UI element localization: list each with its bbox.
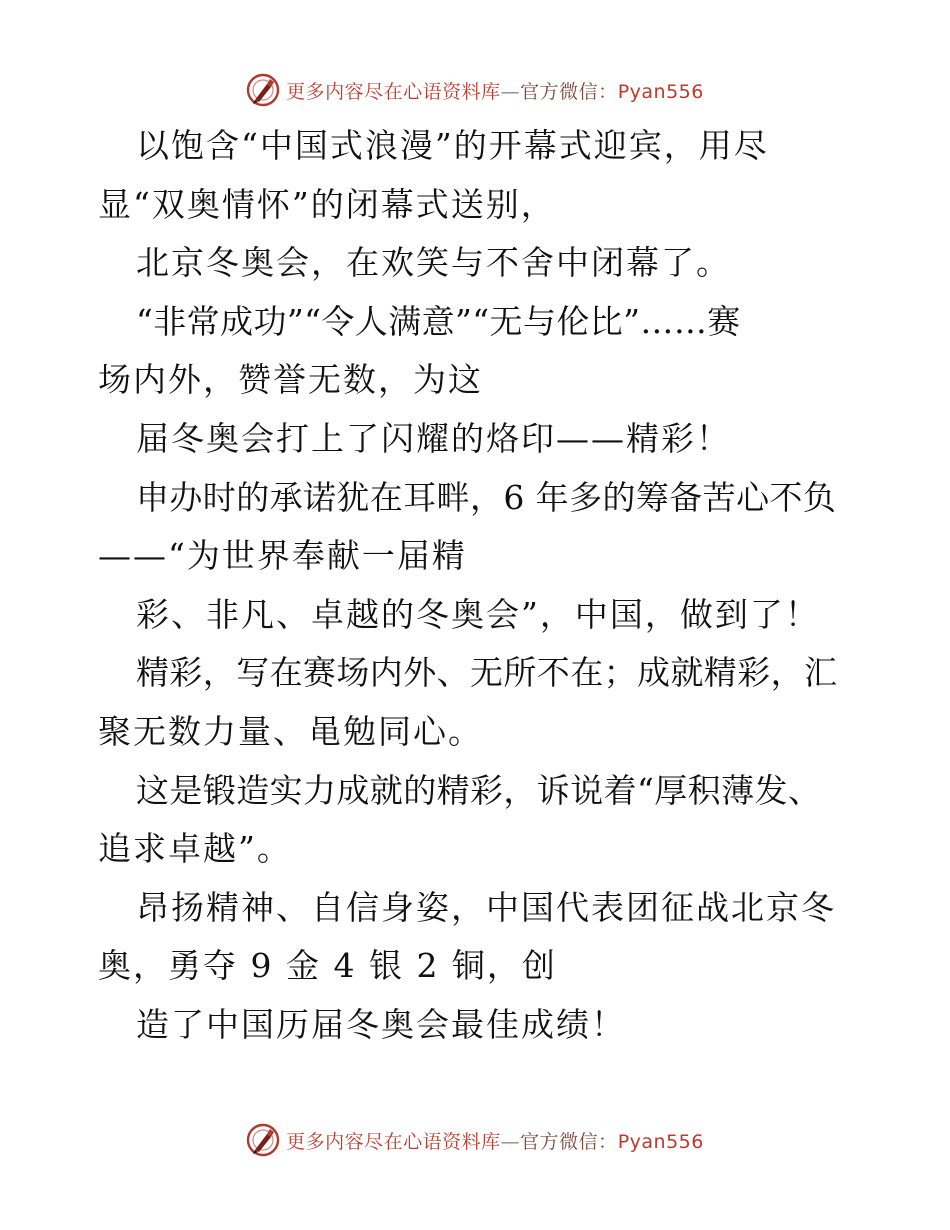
- text-line: ——“为世界奉献一届精: [98, 536, 467, 576]
- text-line: 追求卓越”。: [98, 829, 292, 869]
- text-line: 彩、非凡、卓越的冬奥会”，中国，做到了！: [136, 594, 820, 634]
- text-line: 以饱含“中国式浪漫”的开幕式迎宾，用尽: [136, 126, 769, 165]
- footer-dash: —: [500, 1130, 521, 1153]
- text-line: 申办时的承诺犹在耳畔，6 年多的筹备苦心不负: [136, 477, 837, 517]
- header-wechat-label: 官方微信：: [520, 80, 618, 103]
- footer-wechat-id: Pyan556: [617, 1130, 704, 1153]
- pen-logo-icon: [246, 73, 280, 107]
- header-text: [286, 77, 704, 104]
- header-banner: [0, 70, 950, 110]
- header-brand: 更多内容尽在心语资料库: [286, 80, 501, 103]
- text-line: 北京冬奥会，在欢笑与不舍中闭幕了。: [136, 243, 731, 283]
- text-line: 显“双奥情怀”的闭幕式送别，: [98, 184, 556, 224]
- footer-text: [286, 1127, 704, 1154]
- text-line: 届冬奥会打上了闪耀的烙印——精彩！: [136, 418, 731, 458]
- article-body: [98, 117, 858, 1055]
- footer-brand: 更多内容尽在心语资料库: [286, 1130, 501, 1153]
- text-line: “非常成功”“令人满意”“无与伦比”……赛: [136, 301, 741, 341]
- text-line: 场内外，赞誉无数，为这: [98, 360, 483, 400]
- text-line: 奥，勇夺 9 金 4 银 2 铜，创: [98, 946, 557, 986]
- footer-banner: [0, 1120, 950, 1160]
- footer-wechat-label: 官方微信：: [520, 1130, 618, 1153]
- text-line: 造了中国历届冬奥会最佳成绩！: [136, 1004, 626, 1044]
- header-wechat-id: Pyan556: [617, 80, 704, 103]
- text-line: 这是锻造实力成就的精彩，诉说着“厚积薄发、: [136, 770, 822, 810]
- pen-logo-icon: [246, 1123, 280, 1157]
- text-line: 聚无数力量、黾勉同心。: [98, 711, 483, 751]
- header-dash: —: [500, 80, 521, 103]
- text-line: 精彩，写在赛场内外、无所不在；成就精彩，汇: [136, 653, 838, 693]
- text-line: 昂扬精神、自信身姿，中国代表团征战北京冬: [136, 887, 836, 927]
